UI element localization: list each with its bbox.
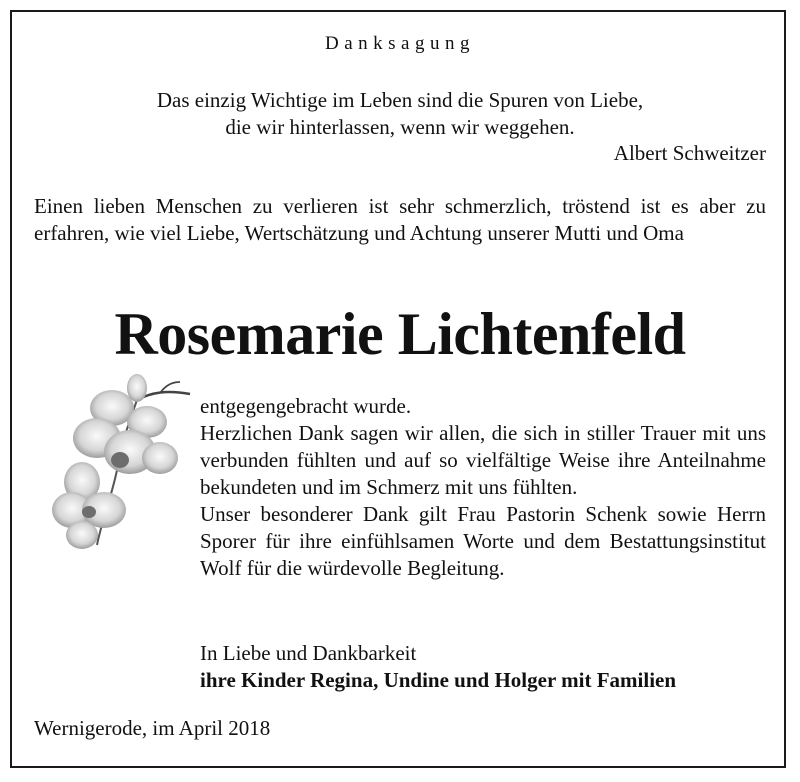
body-text	[200, 393, 766, 582]
signers: ihre Kinder Regina, Undine und Holger mit Familien	[200, 668, 677, 692]
orchid-branch-icon	[42, 360, 202, 560]
notice-heading: Danksagung	[325, 33, 475, 54]
deceased-name: Rosemarie Lichtenfeld	[114, 301, 686, 367]
intro-text: Einen lieben Menschen zu verlieren ist sehr schmerzlich, tröstend ist es aber zu erfahren, wie viel Liebe, Wertschätzung und Achtung unserer Mutti und Oma	[34, 194, 766, 245]
place-date: Wernigerode, im April 2018	[34, 716, 271, 740]
quote-line: Das einzig Wichtige im Leben sind die Spuren von Liebe,	[156, 88, 644, 112]
closing-line: In Liebe und Dankbarkeit	[200, 641, 417, 665]
body-paragraph: entgegengebracht wurde.	[200, 394, 412, 418]
body-paragraph: Unser besonderer Dank gilt Frau Pastorin Schenk sowie Herrn Sporer für ihre einfühlsamen Worte und dem Bestattungsinstitut Wolf für die würdevolle Begleitung.	[200, 502, 766, 580]
body-paragraph: Herzlichen Dank sagen wir allen, die sich in stiller Trauer mit uns verbunden fühlten und auf so vielfältige Weise ihre Anteilnahme bekundeten und im Schmerz mit uns fühlten.	[200, 421, 766, 499]
quote-author: Albert Schweitzer	[613, 141, 766, 165]
quote-line: die wir hinterlassen, wenn wir weggehen.	[225, 115, 575, 139]
closing	[200, 640, 676, 694]
quote	[0, 87, 800, 141]
